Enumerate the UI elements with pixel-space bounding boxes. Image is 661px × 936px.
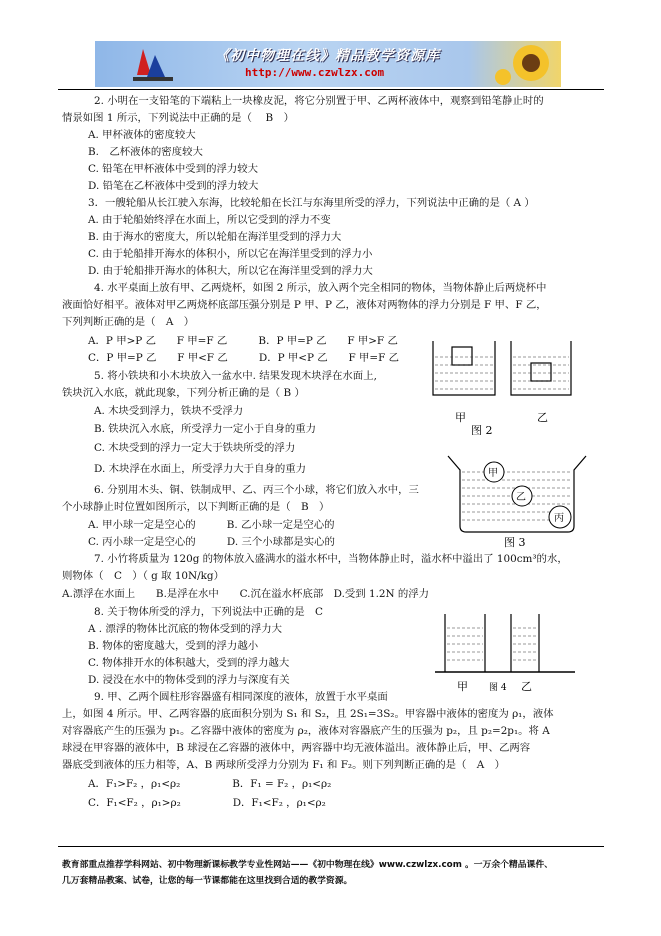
text-line: B. 乙杯液体的密度较大: [88, 146, 203, 158]
text-line: 上，如图 4 所示。甲、乙两容器的底面积分别为 S₁ 和 S₂，且 2S₁=3S₂。甲容器中液体的密度为 ρ₁，液体: [62, 708, 554, 720]
text-line: 对容器底产生的压强为 p₁。乙容器中液体的密度为 ρ₂，液体对容器底产生的压强为 p₂，且 p₂=2p₁。将 A: [62, 725, 550, 737]
text-line: C. 木块受到的浮力一定大于铁块所受的浮力: [94, 442, 296, 454]
fig3-caption: 图 3: [504, 536, 526, 549]
text-line: C．F₁<F₂ ，ρ₁>ρ₂ D．F₁<F₂ ，ρ₁<ρ₂: [88, 797, 326, 809]
fig2-label-left: 甲: [455, 411, 466, 424]
text-line: C．P 甲=P 乙 F 甲<F 乙 D．P 甲<P 乙 F 甲=F 乙: [88, 352, 399, 364]
figure-4: [435, 610, 575, 695]
fig3-ball-1: 甲: [488, 468, 498, 479]
fig2-label-right: 乙: [537, 411, 548, 424]
text-line: A. 甲小球一定是空心的 B. 乙小球一定是空心的: [88, 519, 335, 531]
header-rule: [58, 89, 604, 90]
text-line: B. 铁块沉入水底，所受浮力一定小于自身的重力: [94, 423, 317, 435]
text-line: 8. 关于物体所受的浮力，下列说法中正确的是 C: [94, 606, 323, 618]
text-line: D. 木块浮在水面上，所受浮力大于自身的重力: [94, 463, 306, 475]
fig4-caption: 图 4: [489, 683, 507, 693]
text-line: A．P 甲>P 乙 F 甲=F 乙 B．P 甲=P 乙 F 甲>F 乙: [88, 335, 398, 347]
text-line: 器底受到液体的压力相等，A、B 两球所受浮力分别为 F₁ 和 F₂。则下列判断正确的是（ A ）: [62, 759, 506, 771]
logo-icon: [125, 41, 185, 87]
text-line: 9. 甲、乙两个圆柱形容器盛有相同深度的液体，放置于水平桌面: [94, 691, 388, 703]
text-line: D. 由于轮船排开海水的体积大，所以它在海洋里受到的浮力大: [88, 265, 373, 277]
text-line: A．F₁>F₂ ，ρ₁<ρ₂ B．F₁ = F₂ ，ρ₁<ρ₂: [88, 778, 332, 790]
text-line: 3．一艘轮船从长江驶入东海，比较轮船在长江与东海里所受的浮力，下列说法中正确的是（ A ）: [88, 197, 535, 209]
banner-title: 《初中物理在线》精品教学资源库: [215, 48, 440, 64]
text-line: 个小球静止时位置如图所示，以下判断正确的是（ B ）: [62, 501, 330, 513]
text-line: 情景如图 1 所示，下列说法中正确的是（ B ）: [62, 112, 294, 124]
text-line: 铁块沉入水底，就此现象，下列分析正确的是（ B ）: [62, 387, 305, 399]
text-line: B. 由于海水的密度大，所以轮船在海洋里受到的浮力大: [88, 231, 342, 243]
text-line: 球浸在甲容器的液体中，B 球浸在乙容器的液体中，两容器中均无液体溢出。液体静止后，甲、乙两容: [62, 742, 531, 754]
footer-line-2: 几万套精品教案、试卷，让您的每一节课都能在这里找到合适的教学资源。: [62, 876, 353, 886]
text-line: D. 铅笔在乙杯液体中受到的浮力较大: [88, 180, 259, 192]
figure-2: [425, 335, 585, 435]
text-line: D. 浸没在水中的物体受到的浮力与深度有关: [88, 674, 290, 686]
figure-3: [442, 450, 592, 550]
text-line: B. 物体的密度越大，受到的浮力越小: [88, 640, 259, 652]
footer-line-1: 教育部重点推荐学科网站、初中物理新课标教学专业性网站——《初中物理在线》www.czwlzx.com 。一万余个精品课件、: [62, 860, 553, 870]
banner-url: http://www.czwlzx.com: [245, 66, 385, 79]
text-line: C. 物体排开水的体积越大，受到的浮力越大: [88, 657, 290, 669]
fig3-ball-2: 乙: [516, 492, 526, 503]
text-line: C. 丙小球一定是空心的 D. 三个小球都是实心的: [88, 536, 335, 548]
text-line: A. 甲杯液体的密度较大: [88, 129, 196, 141]
text-line: 下列判断正确的是（ A ）: [62, 316, 195, 328]
footer-rule: [58, 846, 604, 847]
fig3-ball-3: 丙: [554, 513, 564, 524]
text-line: 则物体（ C ）（ g 取 10N/kg）: [62, 570, 224, 582]
text-line: 7. 小竹将质量为 120g 的物体放入盛满水的溢水杯中，当物体静止时，溢水杯中溢出了 100cm³的水，: [94, 553, 568, 565]
text-line: 6. 分别用木头、铜、铁制成甲、乙、丙三个小球，将它们放入水中，三: [94, 484, 419, 496]
text-line: 5. 将小铁块和小木块放入一盆水中. 结果发现木块浮在水面上,: [94, 370, 377, 382]
text-line: A . 漂浮的物体比沉底的物体受到的浮力大: [88, 623, 283, 635]
text-line: A. 木块受到浮力，铁块不受浮力: [94, 405, 244, 417]
fig4-label-right: 乙: [521, 680, 532, 693]
text-line: C. 铅笔在甲杯液体中受到的浮力较大: [88, 163, 259, 175]
fig4-label-left: 甲: [457, 680, 468, 693]
text-line: C. 由于轮船排开海水的体积小，所以它在海洋里受到的浮力小: [88, 248, 373, 260]
sunflower-icon: [491, 41, 561, 87]
text-line: 液面恰好相平。液体对甲乙两烧杯底部压强分别是 P 甲、P 乙，液体对两物体的浮力分别是 F 甲、F 乙，: [62, 299, 547, 311]
header-banner: [95, 41, 561, 87]
fig2-caption: 图 2: [471, 424, 493, 435]
text-line: 2. 小明在一支铅笔的下端粘上一块橡皮泥，将它分别置于甲、乙两杯液体中，观察到铅笔静止时的: [94, 95, 544, 107]
text-line: 4. 水平桌面上放有甲、乙两烧杯，如图 2 所示，放入两个完全相同的物体，当物体静止后两烧杯中: [94, 282, 547, 294]
text-line: A.漂浮在水面上 B.是浮在水中 C.沉在溢水杯底部 D.受到 1.2N 的浮力: [62, 588, 430, 600]
text-line: A. 由于轮船始终浮在水面上，所以它受到的浮力不变: [88, 214, 331, 226]
